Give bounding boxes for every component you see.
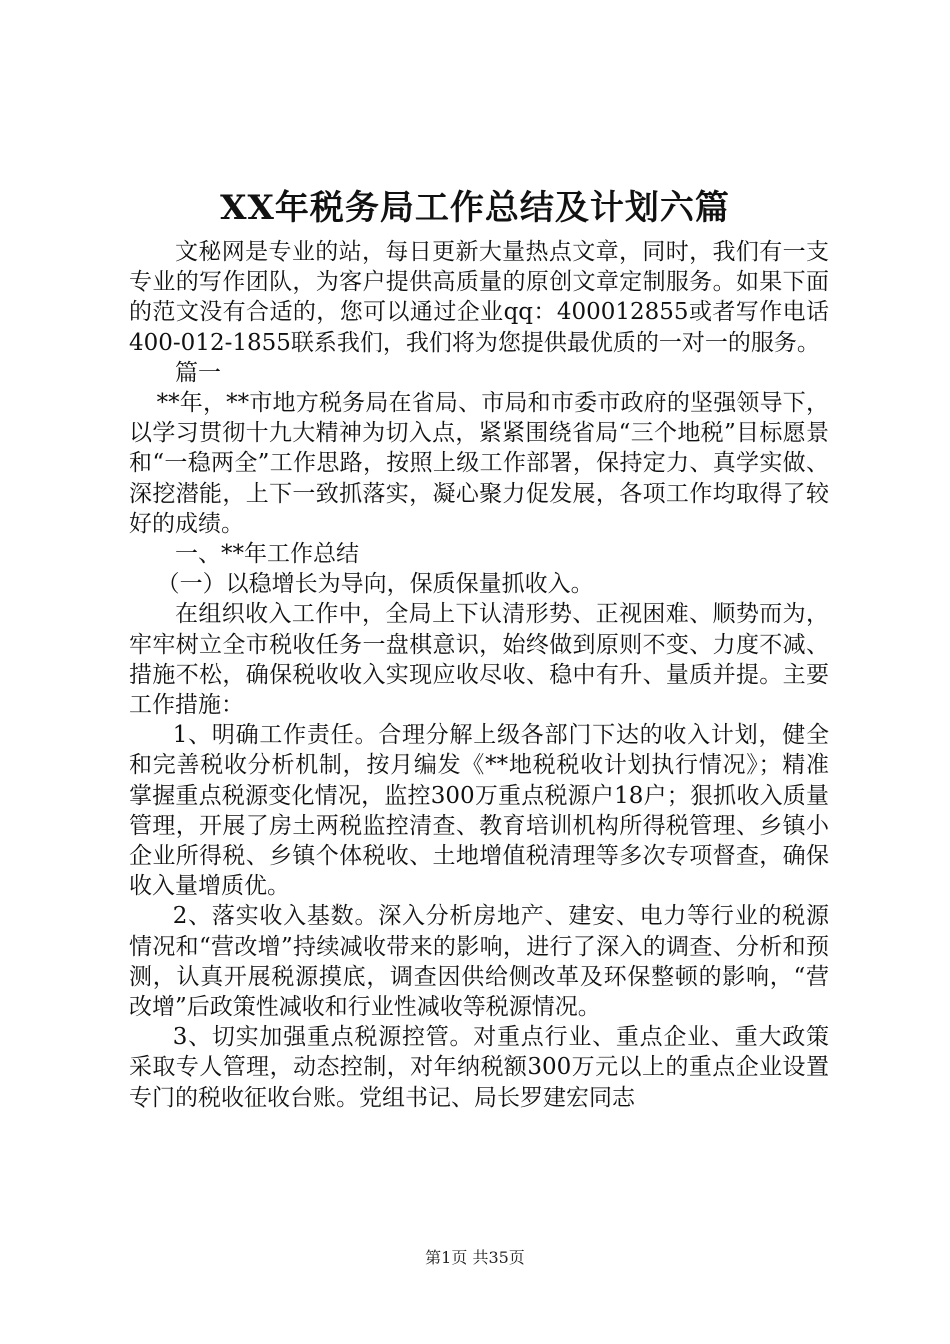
heading-work-summary: 一、**年工作总结: [175, 541, 359, 568]
document-title: XX年税务局工作总结及计划六篇: [220, 188, 730, 228]
overview-paragraph: **年，**市地方税务局在省局、市局和市委市政府的坚强领导下，以学习贯彻十九大精神为切入点，紧紧围绕省局“三个地税”目标愿景和“一稳两全”工作思路，按照上级工作部署，保持定力、真学实做、深挖潜能，上下一致抓落实，凝心聚力促发展，各项工作均取得了较好的成绩。: [129, 390, 829, 537]
document-body: [129, 237, 829, 1113]
list-item-2: 2、落实收入基数。深入分析房地产、建安、电力等行业的税源情况和“营改增”持续减收带来的影响，进行了深入的调查、分析和预测，认真开展税源摸底，调查因供给侧改革及环保整顿的影响，“营改增”后政策性减收和行业性减收等税源情况。: [129, 903, 829, 1021]
subheading-revenue: （一）以稳增长为导向，保质保量抓收入。: [156, 571, 594, 598]
list-item-3: 3、切实加强重点税源控管。对重点行业、重点企业、重大政策采取专人管理，动态控制，对年纳税额300万元以上的重点企业设置专门的税收征收台账。党组书记、局长罗建宏同志: [129, 1024, 829, 1111]
revenue-paragraph: 在组织收入工作中，全局上下认清形势、正视困难、顺势而为，牢牢树立全市税收任务一盘棋意识，始终做到原则不变、力度不减、措施不松，确保税收收入实现应收尽收、稳中有升、量质并提。主要工作措施：: [129, 601, 829, 719]
intro-paragraph: 文秘网是专业的站，每日更新大量热点文章，同时，我们有一支专业的写作团队，为客户提供高质量的原创文章定制服务。如果下面的范文没有合适的，您可以通过企业qq：400012855或者写作电话400-012-1855联系我们，我们将为您提供最优质的一对一的服务。: [129, 239, 829, 356]
list-item-1: 1、明确工作责任。合理分解上级各部门下达的收入计划，健全和完善税收分析机制，按月编发《**地税税收计划执行情况》；精准掌握重点税源变化情况，监控300万重点税源户18户；狠抓收入质量管理，开展了房土两税监控清查、教育培训机构所得税管理、乡镇小企业所得税、乡镇个体税收、土地增值税清理等多次专项督查，确保收入量增质优。: [129, 722, 829, 900]
page-number: 第1页 共35页: [425, 1248, 525, 1267]
section-label-pian-yi: 篇一: [175, 359, 221, 386]
